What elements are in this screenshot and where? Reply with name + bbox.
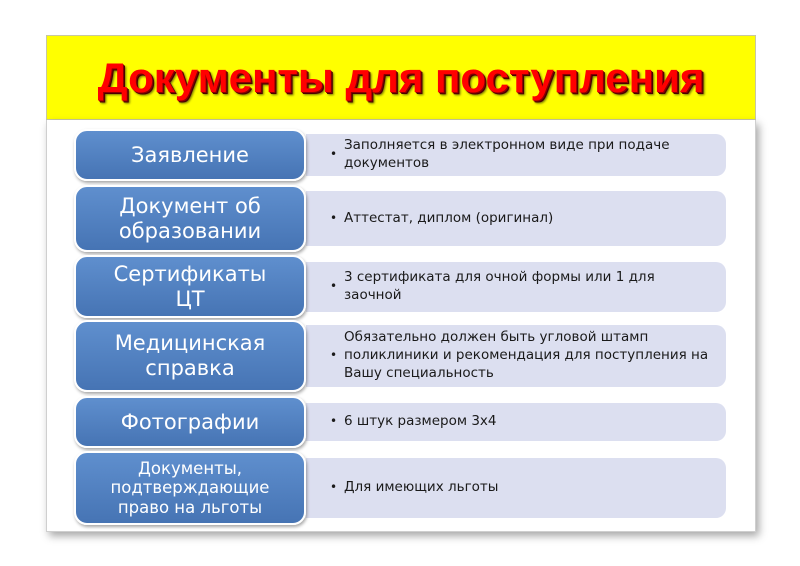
row-label-application: Заявление: [74, 129, 306, 181]
row-description-application: • Заполняется в электронном виде при подаче документов: [306, 134, 726, 176]
row-label-photos: Фотографии: [74, 396, 306, 448]
page-title: Документы для поступления: [97, 53, 705, 101]
row-description-education-document: • Аттестат, диплом (оригинал): [306, 191, 726, 246]
row-label-benefit-documents: Документы, подтверждающие право на льготы: [74, 451, 306, 525]
bullet-icon: •: [330, 480, 338, 495]
bullet-icon: •: [330, 147, 338, 162]
row-description-ct-certificates: • 3 сертификата для очной формы или 1 для заочной: [306, 262, 726, 312]
row-label-ct-certificates: Сертификаты ЦТ: [74, 255, 306, 318]
bullet-icon: •: [330, 348, 338, 363]
row-description-benefit-documents: • Для имеющих льготы: [306, 458, 726, 518]
row-description-medical-certificate: • Обязательно должен быть угловой штамп поликлиники и рекомендация для поступления на Вашу специальность: [306, 325, 726, 387]
bullet-icon: •: [330, 279, 338, 294]
bullet-icon: •: [330, 414, 338, 429]
title-banner: [46, 35, 756, 120]
bullet-icon: •: [330, 210, 338, 225]
row-label-education-document: Документ об образовании: [74, 185, 306, 252]
row-label-medical-certificate: Медицинская справка: [74, 320, 306, 392]
row-description-photos: • 6 штук размером 3х4: [306, 403, 726, 441]
